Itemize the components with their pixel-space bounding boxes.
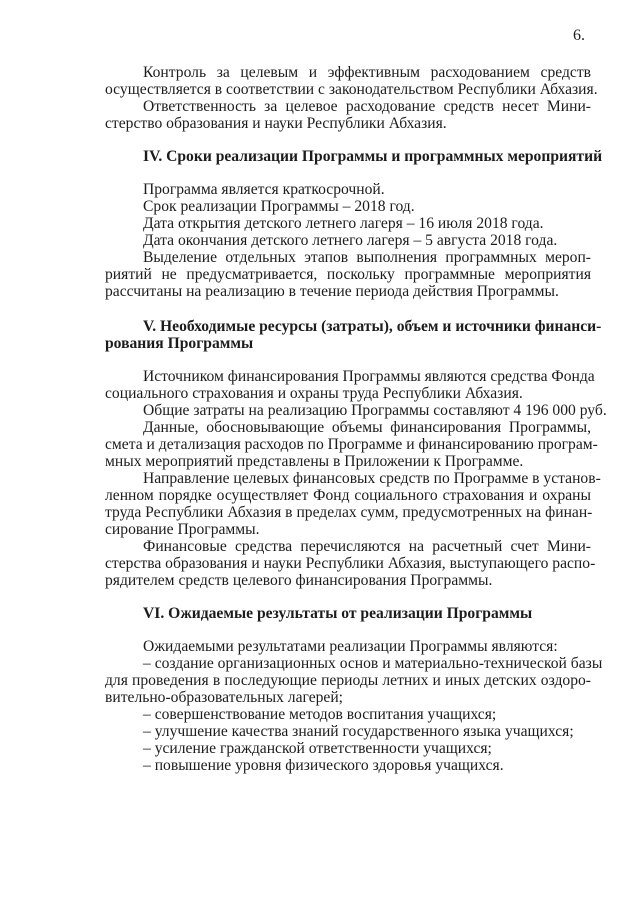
text-line: вительно-образовательных лагерей;	[105, 689, 344, 706]
text-line: смета и детализация расходов по Программе и финансированию програм-	[105, 436, 598, 453]
page-number: 6.	[573, 27, 585, 44]
paragraph	[105, 181, 591, 198]
text-line: Контроль за целевым и эффективным расходованием средств	[143, 64, 591, 81]
text-line: – усиление гражданской ответственности учащихся;	[143, 740, 492, 757]
text-line: Программа является краткосрочной.	[143, 181, 385, 198]
paragraph	[105, 538, 596, 589]
heading-text	[105, 318, 602, 352]
text-line: – совершенствование методов воспитания учащихся;	[143, 706, 497, 723]
paragraph	[105, 402, 607, 419]
paragraph	[105, 655, 603, 706]
text-line: Срок реализации Программы – 2018 год.	[143, 198, 415, 215]
paragraph	[105, 706, 591, 723]
paragraph	[105, 638, 591, 655]
text-line: Ожидаемыми результатами реализации Программы являются:	[143, 638, 558, 655]
text-line: рассчитаны на реализацию в течение периода действия Программы.	[105, 283, 559, 300]
text-line: осуществляется в соответствии с законодательством Республики Абхазия.	[105, 81, 598, 98]
text-line: Направление целевых финансовых средств по Программе в установ-	[143, 470, 601, 487]
text-line: рядителем средств целевого финансирования Программы.	[105, 572, 493, 589]
text-line: Источником финансирования Программы являются средства Фонда	[143, 368, 595, 385]
text-line: сирование Программы.	[105, 521, 260, 538]
text-line: Дата окончания детского летнего лагеря – 5 августа 2018 года.	[143, 232, 558, 249]
paragraph	[105, 368, 595, 402]
text-section	[105, 64, 598, 132]
paragraph	[105, 64, 598, 98]
paragraph	[105, 98, 591, 132]
text-line: – улучшение качества знаний государственного языка учащихся;	[143, 723, 574, 740]
text-section	[105, 368, 607, 589]
paragraph	[105, 723, 591, 740]
text-line: мных мероприятий представлены в Приложении к Программе.	[105, 453, 524, 470]
section-heading	[105, 148, 603, 165]
text-line: риятий не предусматривается, поскольку программные мероприятия	[105, 266, 591, 283]
text-line: VI. Ожидаемые результаты от реализации Программы	[143, 605, 533, 622]
text-line: труда Республики Абхазия в пределах сумм, предусмотренных на финан-	[105, 504, 593, 521]
paragraph	[105, 198, 591, 215]
text-line: Общие затраты на реализацию Программы составляют 4 196 000 руб.	[143, 402, 607, 419]
text-line: IV. Сроки реализации Программы и программных мероприятий	[143, 148, 603, 165]
heading-text	[105, 148, 603, 165]
heading-text	[105, 605, 591, 622]
paragraph	[105, 232, 591, 249]
text-line: для проведения в последующие периоды летних и иных детских оздоро-	[105, 672, 591, 689]
paragraph	[105, 757, 591, 774]
section-heading	[105, 318, 602, 352]
text-line: V. Необходимые ресурсы (затраты), объем и источники финанси-	[143, 318, 602, 335]
text-section	[105, 181, 591, 300]
text-line: социального страхования и охраны труда Республики Абхазия.	[105, 385, 523, 402]
text-line: ленном порядке осуществляет Фонд социального страхования и охраны	[105, 487, 591, 504]
text-line: рования Программы	[105, 335, 254, 352]
paragraph	[105, 249, 591, 300]
paragraph	[105, 470, 601, 538]
text-line: – повышение уровня физического здоровья учащихся.	[143, 757, 504, 774]
text-line: стерства образования и науки Республики Абхазия, выступающего распо-	[105, 555, 596, 572]
text-line: – создание организационных основ и материально-технической базы	[143, 655, 603, 672]
text-line: Данные, обосновывающие объемы финансирования Программы,	[143, 419, 591, 436]
paragraph	[105, 419, 598, 470]
text-line: Выделение отдельных этапов выполнения программных мероп-	[143, 249, 591, 266]
text-line: Ответственность за целевое расходование средств несет Мини-	[143, 98, 591, 115]
text-line: Финансовые средства перечисляются на расчетный счет Мини-	[143, 538, 591, 555]
paragraph	[105, 740, 591, 757]
text-section	[105, 638, 603, 774]
paragraph	[105, 215, 591, 232]
text-line: стерство образования и науки Республики Абхазия.	[105, 115, 447, 132]
text-line: Дата открытия детского летнего лагеря – 16 июля 2018 года.	[143, 215, 544, 232]
section-heading	[105, 605, 591, 622]
